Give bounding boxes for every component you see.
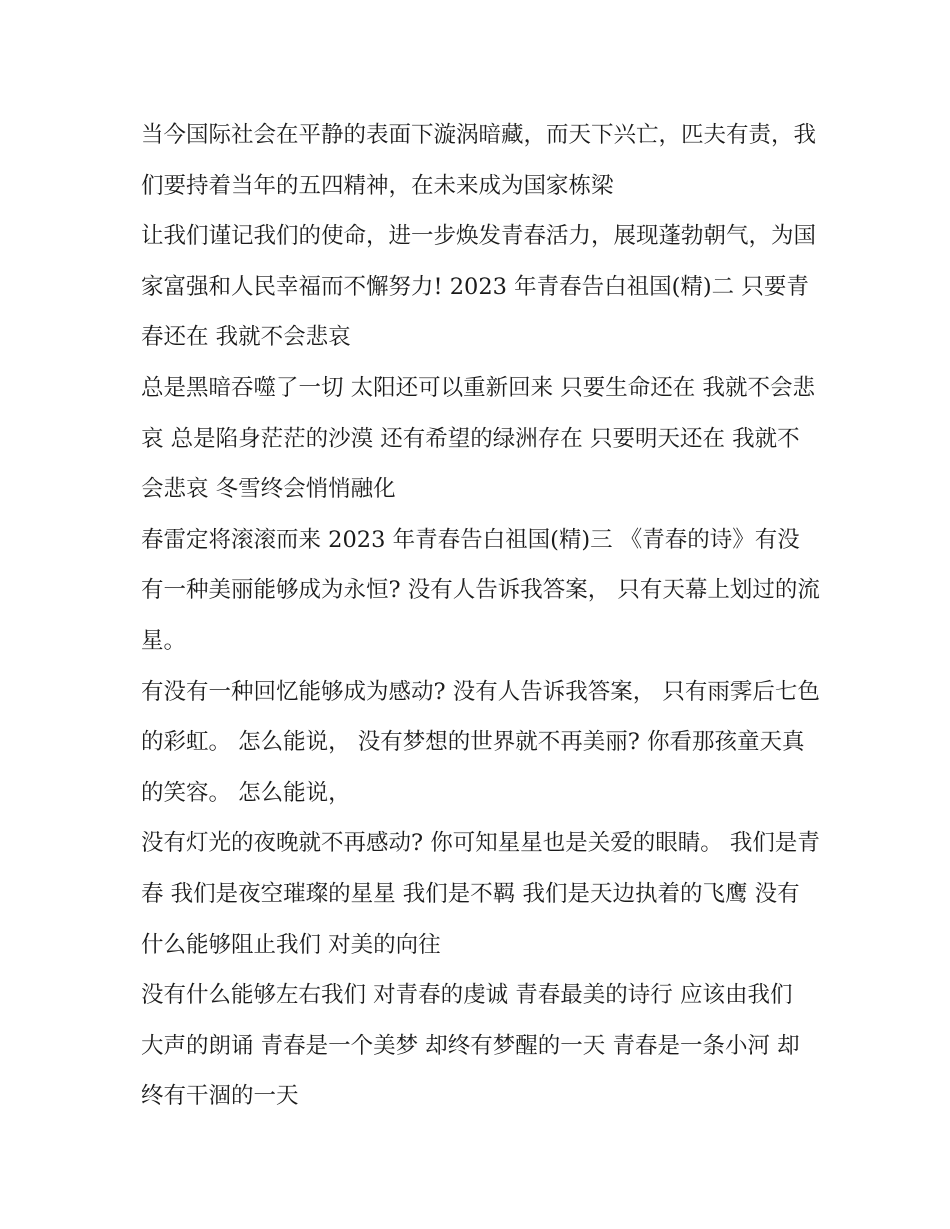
paragraph-7: 没有什么能够左右我们 对青春的虔诚 青春最美的诗行 应该由我们 大声的朗诵 青春是一个美梦 却终有梦醒的一天 青春是一条小河 却终有干涸的一天 bbox=[141, 982, 800, 1110]
paragraph-3: 总是黑暗吞噬了一切 太阳还可以重新回来 只要生命还在 我就不会悲哀 总是陷身茫茫的沙漠 还有希望的绿洲存在 只要明天还在 我就不会悲哀 冬雪终会悄悄融化 bbox=[141, 374, 815, 503]
paragraph-5: 有没有一种回忆能够成为感动? 没有人告诉我答案， 只有雨霁后七色的彩虹。 怎么能说， 没有梦想的世界就不再美丽? 你看那孩童天真的笑容。 怎么能说， bbox=[141, 678, 820, 806]
paragraph-4: 春雷定将滚滚而来 2023 年青春告白祖国(精)三 《青春的诗》有没有一种美丽能够成为永恒? 没有人告诉我答案， 只有天幕上划过的流星。 bbox=[141, 526, 820, 654]
document-body bbox=[141, 110, 821, 1122]
paragraph-6: 没有灯光的夜晚就不再感动? 你可知星星也是关爱的眼睛。 我们是青春 我们是夜空璀璨的星星 我们是不羁 我们是天边执着的飞鹰 没有什么能够阻止我们 对美的向往 bbox=[141, 830, 820, 958]
paragraph-1: 当今国际社会在平静的表面下漩涡暗藏，而天下兴亡，匹夫有责，我们要持着当年的五四精神，在未来成为国家栋梁 bbox=[141, 122, 817, 199]
paragraph-2: 让我们谨记我们的使命，进一步焕发青春活力，展现蓬勃朝气，为国家富强和人民幸福而不懈努力! 2023 年青春告白祖国(精)二 只要青春还在 我就不会悲哀 bbox=[141, 223, 817, 351]
